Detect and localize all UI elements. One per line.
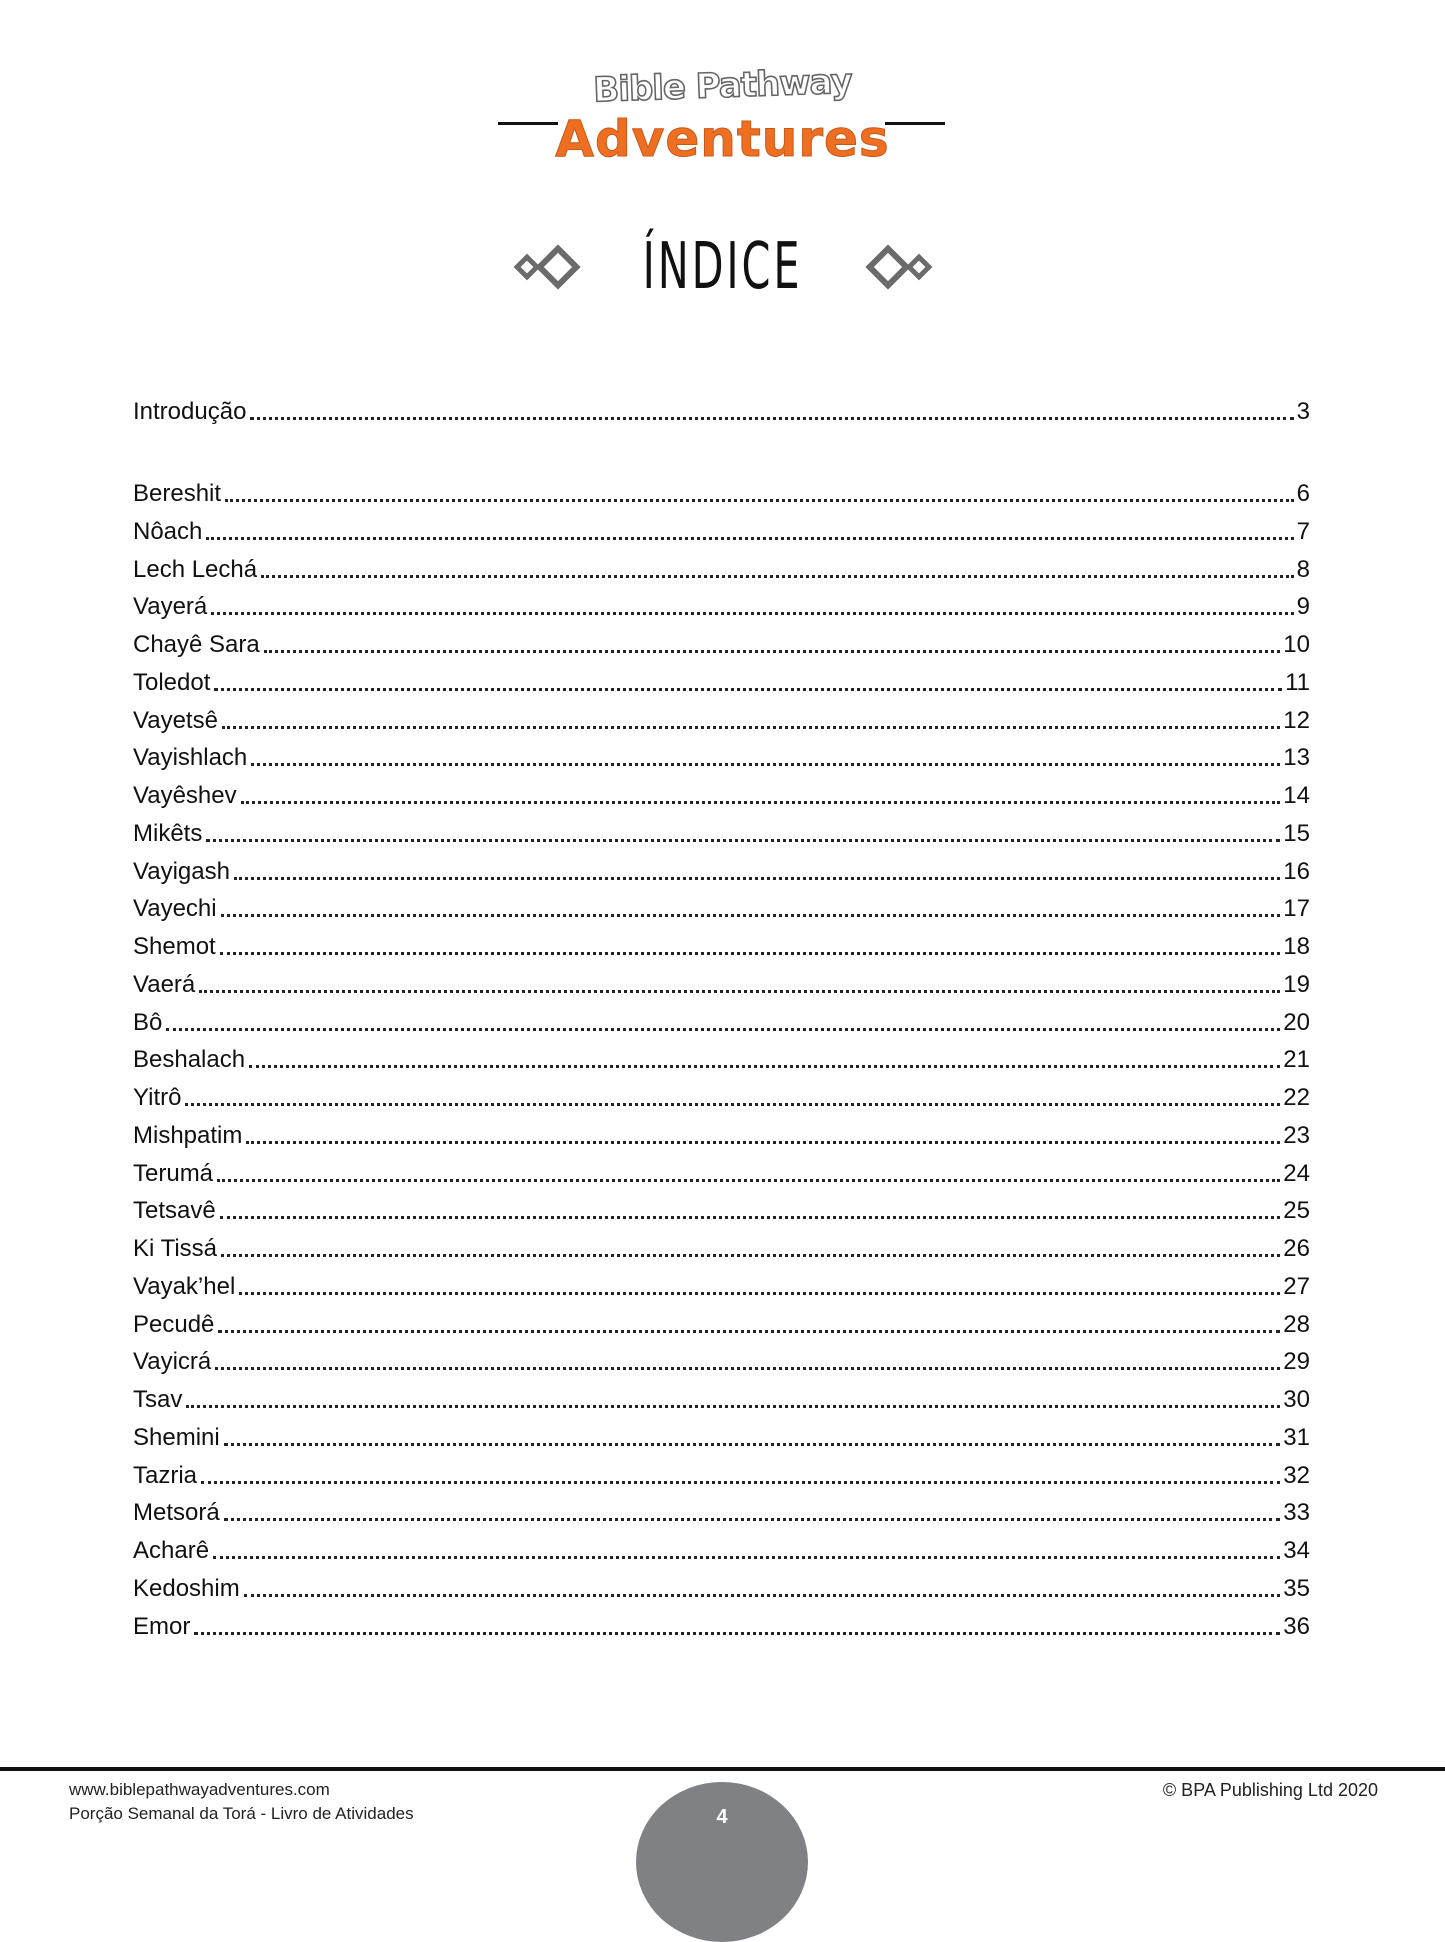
footer-book-title: Porção Semanal da Torá - Livro de Atividades — [69, 1804, 414, 1823]
dot-leader — [194, 1632, 1280, 1635]
dot-leader — [246, 1141, 1280, 1144]
toc-label: Kedoshim — [133, 1574, 240, 1602]
toc-page: 18 — [1283, 933, 1310, 960]
toc-label: Introdução — [133, 398, 247, 425]
toc-row[interactable] — [133, 853, 1310, 887]
toc-label: Toledot — [133, 668, 211, 696]
toc-page: 21 — [1283, 1046, 1310, 1074]
toc-label: Mikêts — [133, 819, 203, 847]
toc-page: 29 — [1283, 1348, 1310, 1376]
toc-page: 11 — [1285, 668, 1310, 696]
dot-leader — [264, 650, 1281, 653]
toc-row[interactable] — [133, 1419, 1310, 1453]
toc-label: Vayak’hel — [133, 1272, 236, 1300]
toc-row[interactable] — [133, 1532, 1310, 1566]
toc-label: Vayerá — [133, 593, 208, 621]
dot-leader — [186, 1405, 1280, 1408]
toc-label: Beshalach — [133, 1046, 246, 1074]
toc-page: 10 — [1283, 631, 1310, 658]
toc-row[interactable] — [133, 777, 1310, 811]
dot-leader — [185, 1103, 1280, 1106]
dot-leader — [244, 1594, 1281, 1597]
toc-label: Bô — [133, 1008, 163, 1036]
toc-row[interactable] — [133, 1494, 1310, 1528]
toc-row[interactable] — [133, 815, 1310, 849]
toc-label: Vayetsê — [133, 706, 218, 734]
toc-row[interactable] — [133, 1155, 1310, 1189]
dot-leader — [199, 990, 1280, 993]
dot-leader — [222, 726, 1280, 729]
toc-row[interactable] — [133, 1608, 1310, 1642]
toc-label: Lech Lechá — [133, 555, 258, 583]
toc-label: Mishpatim — [133, 1121, 243, 1149]
dot-leader — [217, 1179, 1280, 1182]
dot-leader — [261, 575, 1294, 578]
dot-leader — [214, 688, 1282, 691]
toc-row-intro[interactable] — [133, 393, 1310, 427]
dot-leader — [201, 1481, 1280, 1484]
toc-label: Pecudê — [133, 1310, 215, 1338]
toc-row[interactable] — [133, 513, 1310, 547]
toc-row[interactable] — [133, 928, 1310, 962]
toc-row[interactable] — [133, 1268, 1310, 1302]
toc-label: Shemini — [133, 1423, 220, 1451]
dot-leader — [249, 1065, 1280, 1068]
dot-leader — [206, 839, 1280, 842]
footer-copyright: © BPA Publishing Ltd 2020 — [1162, 1780, 1378, 1800]
toc-row[interactable] — [133, 664, 1310, 698]
toc-label: Shemot — [133, 933, 216, 960]
toc-label: Ki Tissá — [133, 1235, 218, 1262]
toc-row[interactable] — [133, 1343, 1310, 1377]
toc-label: Yitrô — [133, 1084, 182, 1111]
toc-label: Metsorá — [133, 1499, 220, 1527]
toc-row[interactable] — [133, 1192, 1310, 1226]
toc-label: Vayicrá — [133, 1348, 212, 1376]
dot-leader — [218, 1330, 1280, 1333]
toc-page: 26 — [1283, 1235, 1310, 1262]
toc-label: Bereshit — [133, 480, 222, 507]
toc-row[interactable] — [133, 626, 1310, 660]
dot-leader — [224, 1518, 1281, 1521]
dot-leader — [224, 1443, 1281, 1446]
dot-leader — [206, 537, 1293, 540]
toc-label: Vayechi — [133, 895, 217, 923]
toc-row[interactable] — [133, 475, 1310, 509]
toc-page: 3 — [1296, 398, 1310, 425]
dot-leader — [225, 499, 1294, 502]
toc-page: 16 — [1283, 857, 1310, 885]
dot-leader — [220, 1216, 1281, 1219]
toc-page: 22 — [1283, 1084, 1310, 1111]
toc-label: Vaerá — [133, 970, 196, 998]
toc-label: Vayishlach — [133, 744, 248, 772]
toc-row[interactable] — [133, 1306, 1310, 1340]
toc-row[interactable] — [133, 588, 1310, 622]
logo — [0, 30, 1445, 168]
toc-page: 6 — [1296, 480, 1310, 507]
toc-row[interactable] — [133, 1570, 1310, 1604]
toc-row[interactable] — [133, 1004, 1310, 1038]
title-block — [0, 230, 1445, 310]
toc-row[interactable] — [133, 1079, 1310, 1113]
toc-page: 7 — [1296, 517, 1310, 545]
toc-label: Vayêshev — [133, 782, 237, 809]
toc-label: Emor — [133, 1612, 191, 1640]
toc-label: Acharê — [133, 1537, 210, 1564]
toc-label: Tazria — [133, 1461, 198, 1489]
logo-main-text: Adventures — [555, 110, 890, 168]
dot-leader — [234, 877, 1280, 880]
dot-leader — [213, 1556, 1280, 1559]
toc-page: 9 — [1296, 593, 1310, 621]
dot-leader — [211, 612, 1293, 615]
toc-row[interactable] — [133, 1041, 1310, 1075]
toc-page: 36 — [1283, 1612, 1310, 1640]
dot-leader — [239, 1292, 1280, 1295]
toc-row[interactable] — [133, 1457, 1310, 1491]
toc-page: 31 — [1283, 1423, 1310, 1451]
page-title: ÍNDICE — [642, 230, 803, 304]
toc-page: 34 — [1283, 1537, 1310, 1564]
toc-page: 15 — [1283, 819, 1310, 847]
toc-page: 8 — [1296, 555, 1310, 583]
toc-page: 32 — [1283, 1461, 1310, 1489]
toc-label: Nôach — [133, 517, 203, 545]
toc-row[interactable] — [133, 1381, 1310, 1415]
toc-row[interactable] — [133, 1117, 1310, 1151]
toc-page: 19 — [1283, 970, 1310, 998]
dot-leader — [251, 763, 1280, 766]
dot-leader — [250, 417, 1293, 420]
footer-divider — [0, 1767, 1445, 1771]
toc-row[interactable] — [133, 1230, 1310, 1264]
toc-page: 33 — [1283, 1499, 1310, 1527]
dot-leader — [166, 1028, 1280, 1031]
footer-left — [69, 1778, 414, 1826]
toc-row[interactable] — [133, 702, 1310, 736]
toc-label: Vayigash — [133, 857, 230, 885]
toc-row[interactable] — [133, 890, 1310, 924]
dot-leader — [220, 952, 1281, 955]
toc-page: 23 — [1283, 1121, 1310, 1149]
toc-page: 24 — [1283, 1159, 1310, 1187]
dot-leader — [215, 1367, 1280, 1370]
toc-page: 14 — [1283, 782, 1310, 809]
toc-page: 25 — [1283, 1197, 1310, 1225]
dot-leader — [221, 1254, 1280, 1257]
toc-label: Chayê Sara — [133, 631, 260, 658]
toc-label: Tetsavê — [133, 1197, 216, 1225]
toc-row[interactable] — [133, 966, 1310, 1000]
footer-website[interactable]: www.biblepathwayadventures.com — [69, 1780, 330, 1799]
toc-page: 30 — [1283, 1386, 1310, 1413]
toc-page: 27 — [1283, 1272, 1310, 1300]
dot-leader — [221, 914, 1281, 917]
toc-row[interactable] — [133, 739, 1310, 773]
toc-page: 28 — [1283, 1310, 1310, 1338]
toc-row[interactable] — [133, 551, 1310, 585]
toc-page: 20 — [1283, 1008, 1310, 1036]
logo-top-text: Bible Pathway — [592, 61, 853, 111]
dot-leader — [241, 801, 1281, 804]
toc-label: Terumá — [133, 1159, 214, 1187]
toc-label: Tsav — [133, 1386, 183, 1413]
toc-page: 12 — [1283, 706, 1310, 734]
toc-page: 13 — [1283, 744, 1310, 772]
diamond-ornament-right-icon — [864, 242, 934, 292]
toc-page: 17 — [1283, 895, 1310, 923]
toc-page: 35 — [1283, 1574, 1310, 1602]
page-number: 4 — [716, 1806, 728, 1828]
